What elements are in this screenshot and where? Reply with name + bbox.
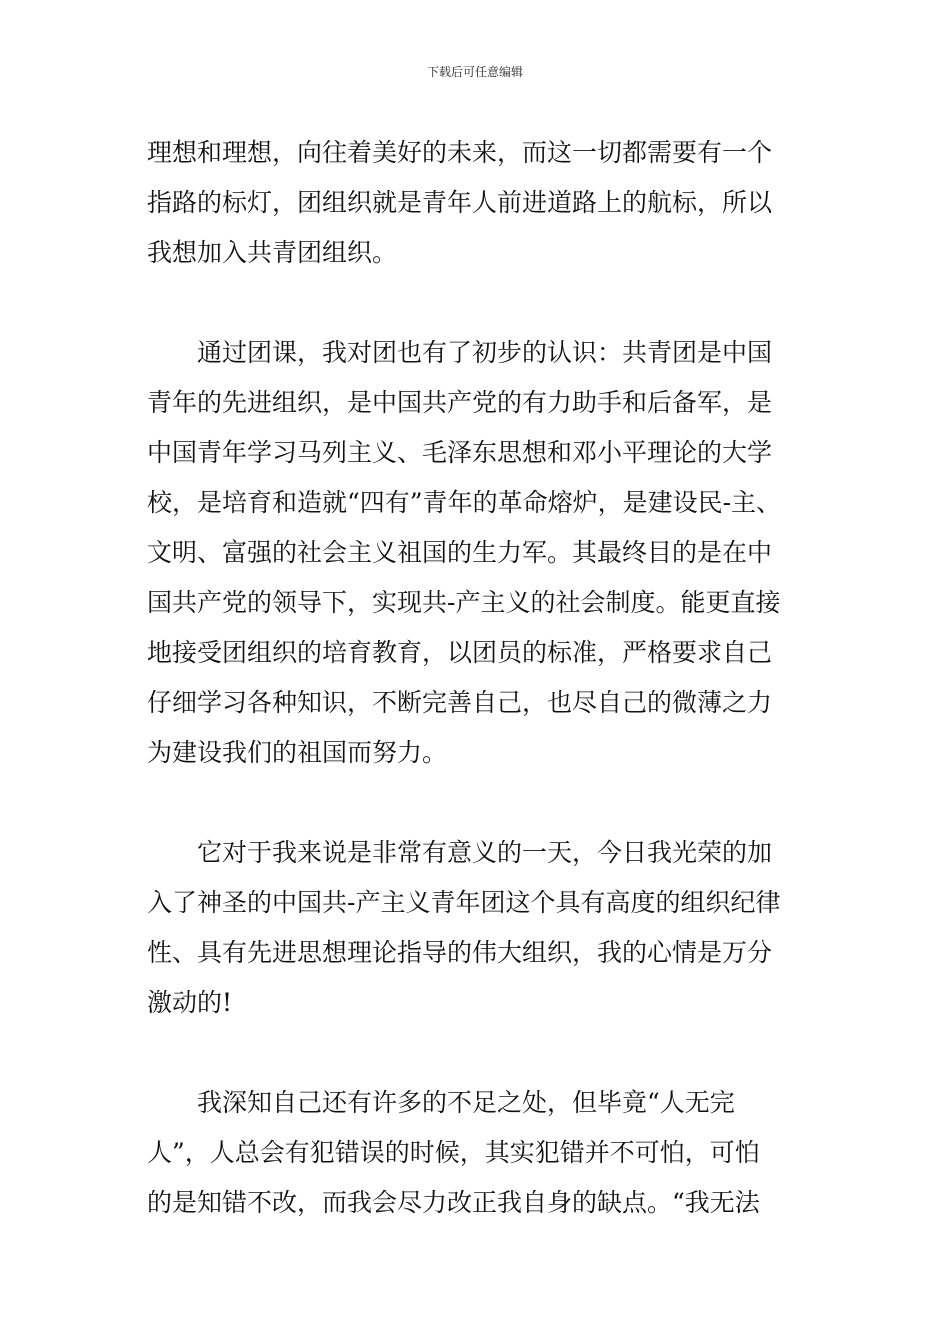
text-line: 指路的标灯，团组织就是青年人前进道路上的航标，所以 [147,188,773,217]
text-line: 激动的! [147,988,233,1017]
text-line: 它对于我来说是非常有意义的一天，今日我光荣的加 [147,838,773,867]
paragraph-1 [147,128,827,278]
text-line: 我想加入共青团组织。 [147,238,398,267]
text-line: 的是知错不改，而我会尽力改正我自身的缺点。“我无法 [147,1188,760,1217]
text-line: 校，是培育和造就“四有”青年的革命熔炉，是建设民-主、 [147,488,782,517]
text-line: 通过团课，我对团也有了初步的认识：共青团是中国 [147,338,773,367]
text-line: 地接受团组织的培育教育，以团员的标准，严格要求自己 [147,638,773,667]
text-line: 入了神圣的中国共-产主义青年团这个具有高度的组织纪律 [147,888,781,917]
paragraph-4 [147,1078,827,1228]
text-line: 人”，人总会有犯错误的时候，其实犯错并不可怕，可怕 [147,1138,760,1167]
paragraph-3 [147,828,827,1028]
text-line: 国共产党的领导下，实现共-产主义的社会制度。能更直接 [147,588,781,617]
text-line: 青年的先进组织，是中国共产党的有力助手和后备军，是 [147,388,773,417]
text-line: 理想和理想，向往着美好的未来，而这一切都需要有一个 [147,138,773,167]
paragraph-2 [147,328,827,778]
text-line: 文明、富强的社会主义祖国的生力军。其最终目的是在中 [147,538,773,567]
paragraph-gap [147,778,827,828]
text-line: 我深知自己还有许多的不足之处，但毕竟“人无完 [147,1088,735,1117]
paragraph-gap [147,278,827,328]
text-line: 中国青年学习马列主义、毛泽东思想和邓小平理论的大学 [147,438,773,467]
page-header: 下载后可任意编辑 [426,65,523,79]
paragraph-gap [147,1028,827,1078]
document-body [147,128,827,1228]
text-line: 性、具有先进思想理论指导的伟大组织，我的心情是万分 [147,938,773,967]
text-line: 仔细学习各种知识，不断完善自己，也尽自己的微薄之力 [147,688,773,717]
text-line: 为建设我们的祖国而努力。 [147,738,448,767]
